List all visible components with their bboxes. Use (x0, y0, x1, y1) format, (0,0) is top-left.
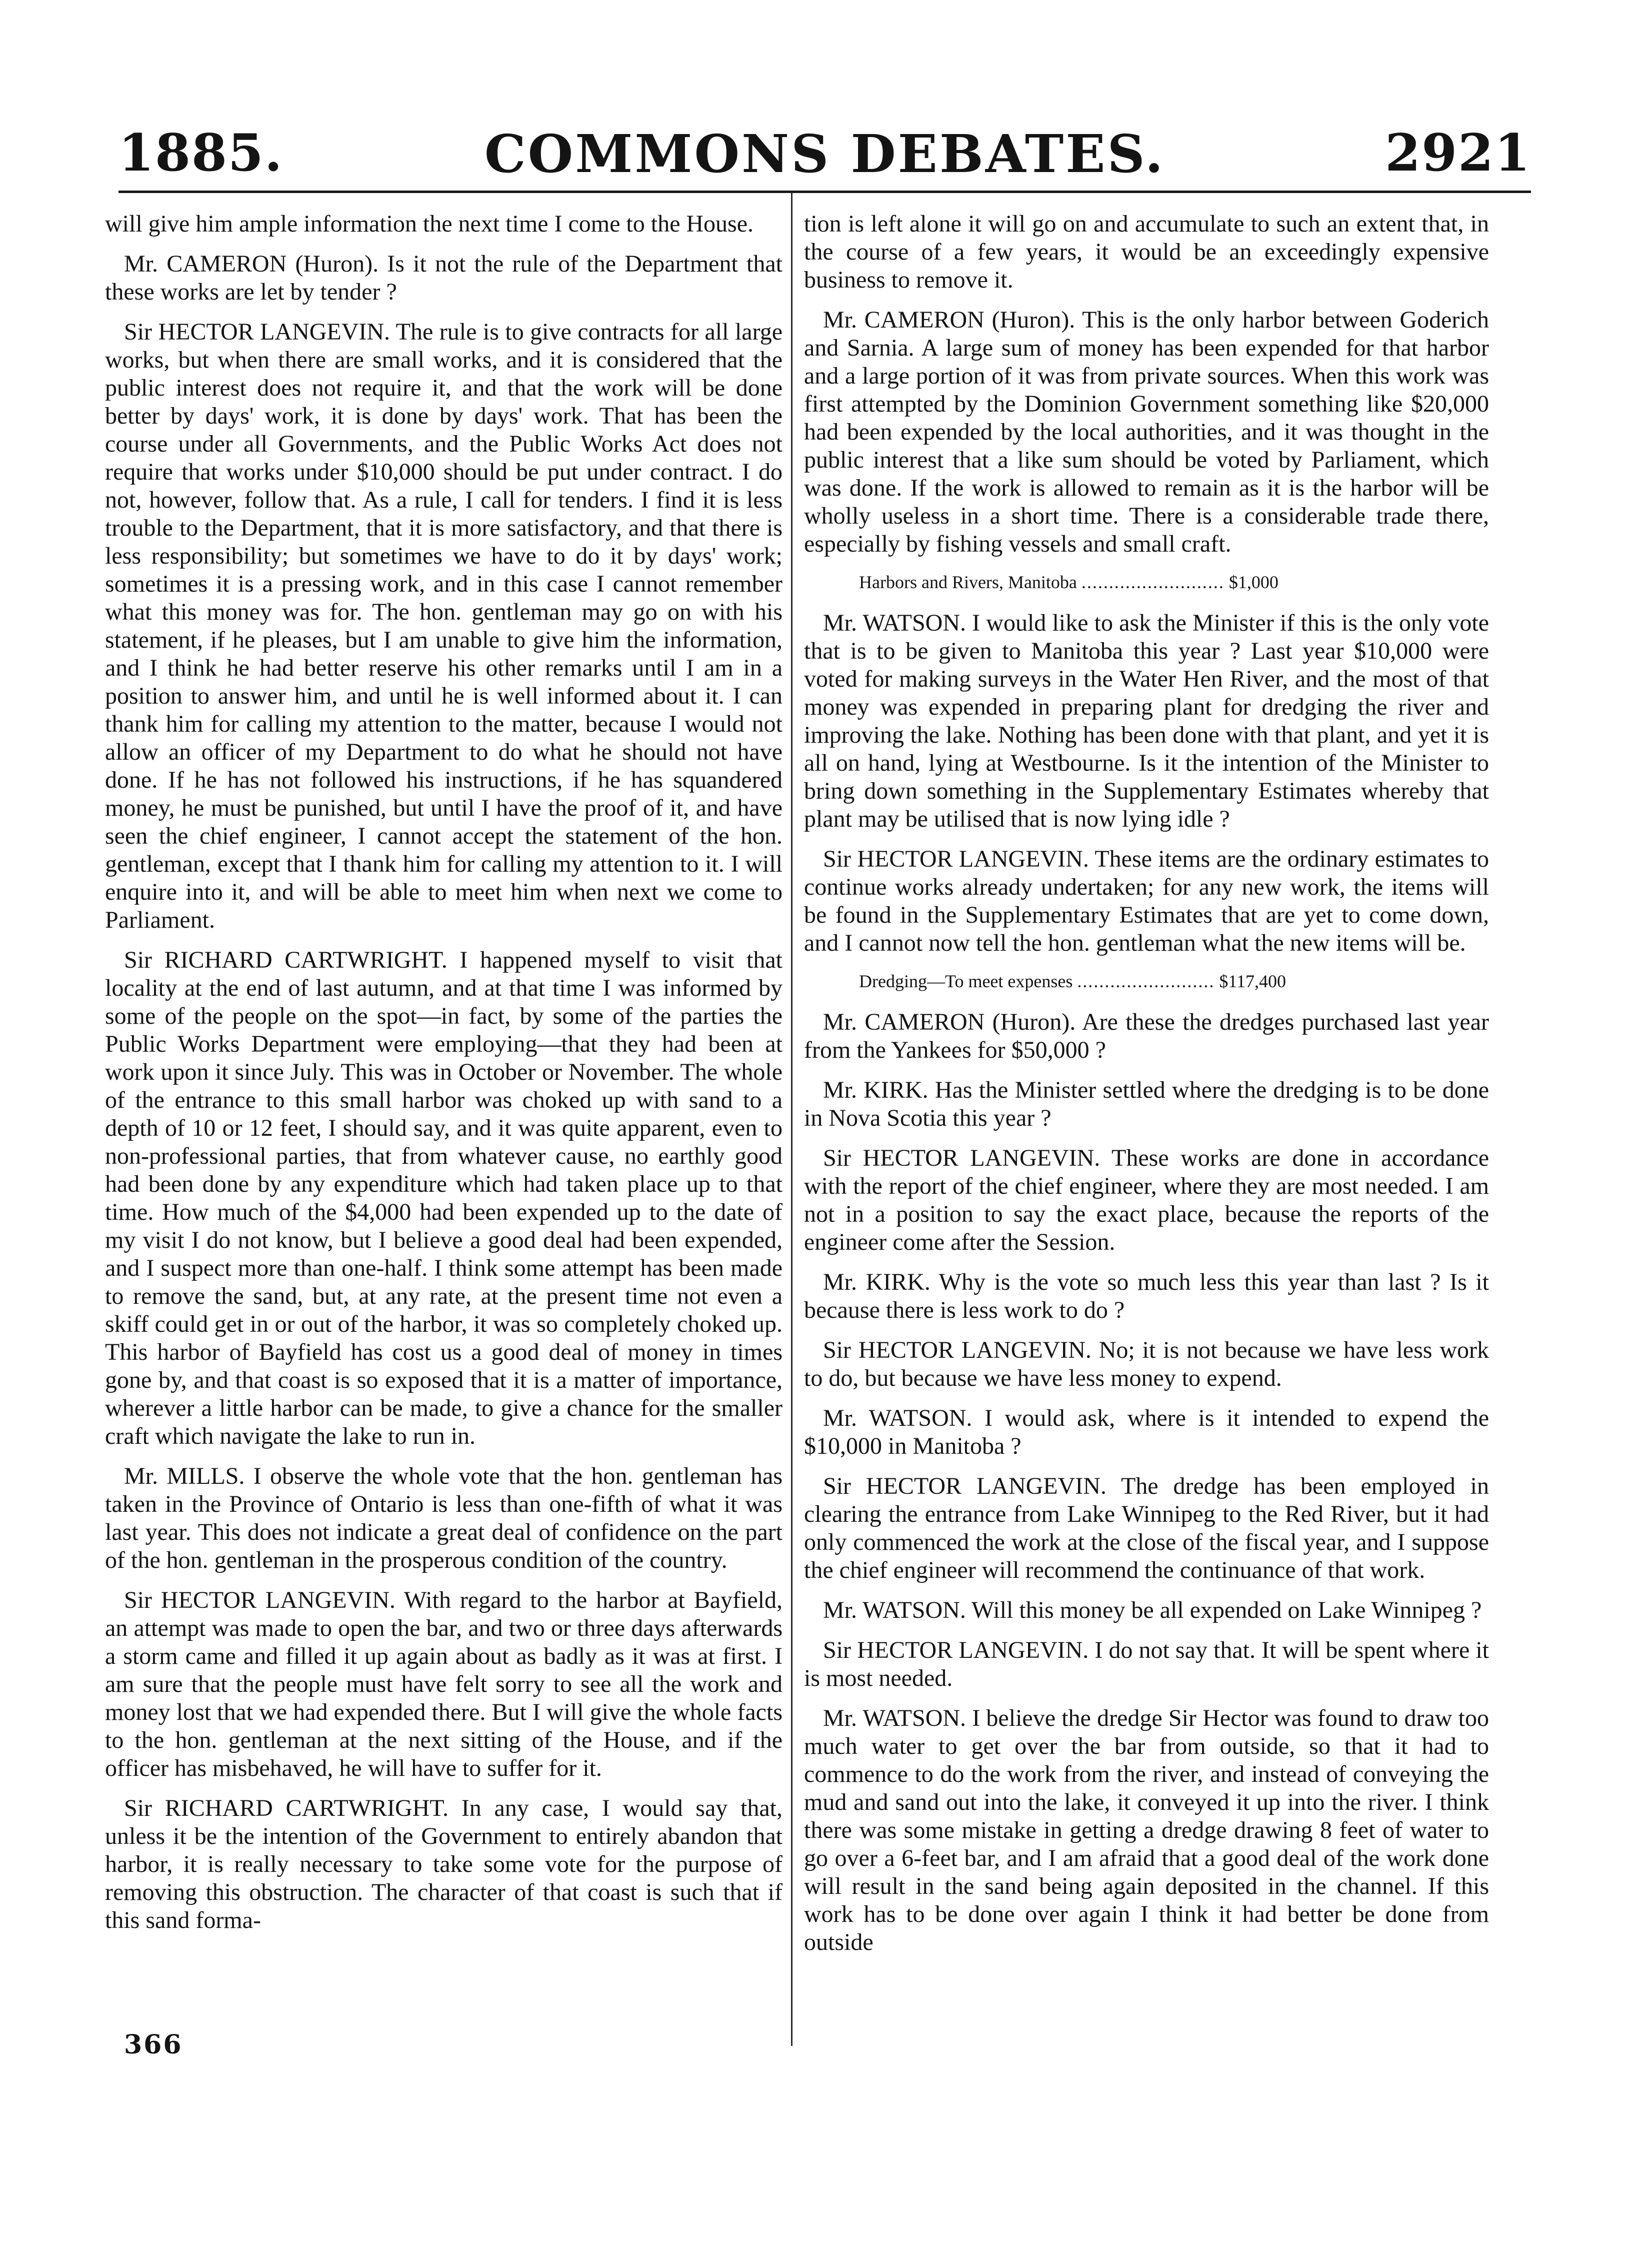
estimate-item (804, 969, 1489, 993)
paragraph: Sir HECTOR LANGEVIN. These items are the ordinary estimates to continue works already undertaken; for any new work, the items will be found in the Supplementary Estimates that are yet to come down, and I cannot now tell the hon. gentleman what the new items will be. (804, 846, 1489, 956)
paragraph: Mr. WATSON. I would like to ask the Minister if this is the only vote that is to be given to Manitoba this year ? Last year $10,000 were voted for making surveys in the Water Hen River, and the most of that money was expended in preparing plant for dredging the river and improving the lake. Nothing has been done with that plant, and yet it is all on hand, lying at Westbourne. Is it the intention of the Minister to bring down something in the Supplementary Estimates whereby that plant may be utilised that is now lying idle ? (804, 610, 1489, 832)
estimate-item-amount: $1,000 (1228, 572, 1278, 592)
paragraph: Sir RICHARD CARTWRIGHT. I happened myself to visit that locality at the end of last autumn, and at that time I was informed by some of the people on the spot—in fact, by some of the parties the Public Works Department were employing—that they had been at work upon it since July. This was in October or November. The whole of the entrance to this small harbor was choked up with sand to a depth of 10 or 12 feet, I should say, and it was quite apparent, even to non-professional parties, that from whatever cause, no earthly good had been done by any expenditure which had taken place up to that time. How much of the $4,000 had been expended up to the date of my visit I do not know, but I believe a good deal had been expended, and I suspect more than one-half. I think some attempt has been made to remove the sand, but, at any rate, at the present time not even a skiff could get in or out of the harbor, it was so completely choked up. This harbor of Bayfield has cost us a good deal of money in times gone by, and that coast is so exposed that it is a matter of importance, wherever a little harbor can be made, to give a chance for the smaller craft which navigate the lake to run in. (105, 947, 782, 1449)
paragraph: Mr. MILLS. I observe the whole vote that the hon. gentleman has taken in the Province of Ontario is less than one-fifth of what it was last year. This does not indicate a great deal of confidence on the part of the hon. gentleman in the prosperous condition of the country. (105, 1463, 782, 1573)
paragraph: Sir HECTOR LANGEVIN. These works are done in accordance with the report of the chief engineer, where they are most needed. I am not in a position to say the exact place, because the reports of the engineer come after the Session. (804, 1145, 1489, 1255)
paragraph: Mr. CAMERON (Huron). Is it not the rule of the Department that these works are let by tender ? (105, 251, 782, 305)
paragraph: tion is left alone it will go on and accumulate to such an extent that, in the course of a few years, it would be an exceedingly expensive business to remove it. (804, 211, 1489, 293)
paragraph: Sir HECTOR LANGEVIN. The dredge has been employed in clearing the entrance from Lake Winnipeg to the Red River, but it had only commenced the work at the close of the fiscal year, and I suppose the chief engineer will recommend the continuance of that work. (804, 1473, 1489, 1583)
header-page-number: 2921 (1385, 123, 1531, 183)
paragraph: Mr. WATSON. Will this money be all expended on Lake Winnipeg ? (823, 1597, 1482, 1623)
paragraph: Sir HECTOR LANGEVIN. With regard to the harbor at Bayfield, an attempt was made to open the bar, and two or three days afterwards a storm came and filled it up again about as badly as it was at first. I am sure that the people must have felt sorry to see all the work and money lost that we had expended there. But I will give the whole facts to the hon. gentleman at the next sitting of the House, and if the officer has misbehaved, he will have to suffer for it. (105, 1587, 782, 1781)
estimate-item-amount: $117,400 (1219, 971, 1286, 991)
leader-dots: ......................... (1077, 971, 1215, 991)
paragraph: Mr. WATSON. I would ask, where is it intended to expend the $10,000 in Manitoba ? (804, 1405, 1489, 1459)
left-column (105, 210, 782, 1946)
estimate-item (804, 570, 1489, 594)
paragraph: Sir HECTOR LANGEVIN. No; it is not because we have less work to do, but because we have less money to expend. (804, 1337, 1489, 1391)
paragraph: Mr. KIRK. Why is the vote so much less this year than last ? Is it because there is less work to do ? (804, 1269, 1489, 1323)
estimate-item-label: Dredging—To meet expenses (859, 971, 1073, 991)
page-header (118, 114, 1531, 185)
paragraph: Mr. KIRK. Has the Minister settled where the dredging is to be done in Nova Scotia this year ? (804, 1077, 1489, 1131)
paragraph: Mr. WATSON. I believe the dredge Sir Hector was found to draw too much water to get over the bar from outside, so that it had to commence to do the work from the river, and instead of conveying the mud and sand out into the lake, it conveyed it up into the river. I think there was some mistake in getting a dredge drawing 8 feet of water to go over a 6-feet bar, and I am afraid that a good deal of the work done will result in the sand being again deposited in the channel. If this work has to be done over again I think it had better be done from outside (804, 1705, 1489, 1955)
signature-mark: 366 (124, 2029, 183, 2060)
paragraph: will give him ample information the next time I come to the House. (105, 211, 754, 237)
right-column (804, 210, 1489, 1968)
paragraph: Sir HECTOR LANGEVIN. I do not say that. It will be spent where it is most needed. (804, 1637, 1489, 1691)
paragraph: Mr. CAMERON (Huron). Are these the dredges purchased last year from the Yankees for $50,000 ? (804, 1009, 1489, 1063)
paragraph: Mr. CAMERON (Huron). This is the only harbor between Goderich and Sarnia. A large sum of money has been expended for that harbor and a large portion of it was from private sources. When this work was first attempted by the Dominion Government something like $20,000 had been expended by the local authorities, and it was thought in the public interest that a like sum should be voted by Parliament, which was done. If the work is allowed to remain as it is the harbor will be wholly useless in a short time. There is a considerable trade there, especially by fishing vessels and small craft. (804, 307, 1489, 557)
paragraph: Sir RICHARD CARTWRIGHT. In any case, I would say that, unless it be the intention of the Government to entirely abandon that harbor, it is really necessary to take some vote for the purpose of removing this obstruction. The character of that coast is such that if this sand forma- (105, 1795, 782, 1933)
header-title: COMMONS DEBATES. (484, 123, 1166, 185)
estimate-item-label: Harbors and Rivers, Manitoba (859, 572, 1077, 592)
column-divider (791, 193, 792, 2046)
header-year: 1885. (118, 123, 284, 183)
leader-dots: .......................... (1081, 572, 1224, 592)
paragraph: Sir HECTOR LANGEVIN. The rule is to give contracts for all large works, but when there are small works, and it is considered that the public interest does not require it, and that the work will be done better by days' work, it is done by days' work. That has been the course under all Governments, and the Public Works Act does not require that works under $10,000 should be put under contract. I do not, however, follow that. As a rule, I call for tenders. I find it is less trouble to the Department, that it is more satisfactory, and that there is less responsibility; but sometimes we have to do it by days' work; sometimes it is a pressing work, and in this case I cannot remember what this money was for. The hon. gentleman may go on with his statement, if he pleases, but I am unable to give him the information, and I think he had better reserve his other remarks until I am in a position to answer him, and until he is well informed about it. I can thank him for calling my attention to the matter, because I would not allow an officer of my Department to do what he should not have done. If he has not followed his instructions, if he has squandered money, he must be punished, but until I have the proof of it, and have seen the chief engineer, I cannot accept the statement of the hon. gentleman, except that I thank him for calling my attention to it. I will enquire into it, and will be able to meet him when next we come to Parliament. (105, 319, 782, 933)
header-rule (118, 191, 1531, 193)
